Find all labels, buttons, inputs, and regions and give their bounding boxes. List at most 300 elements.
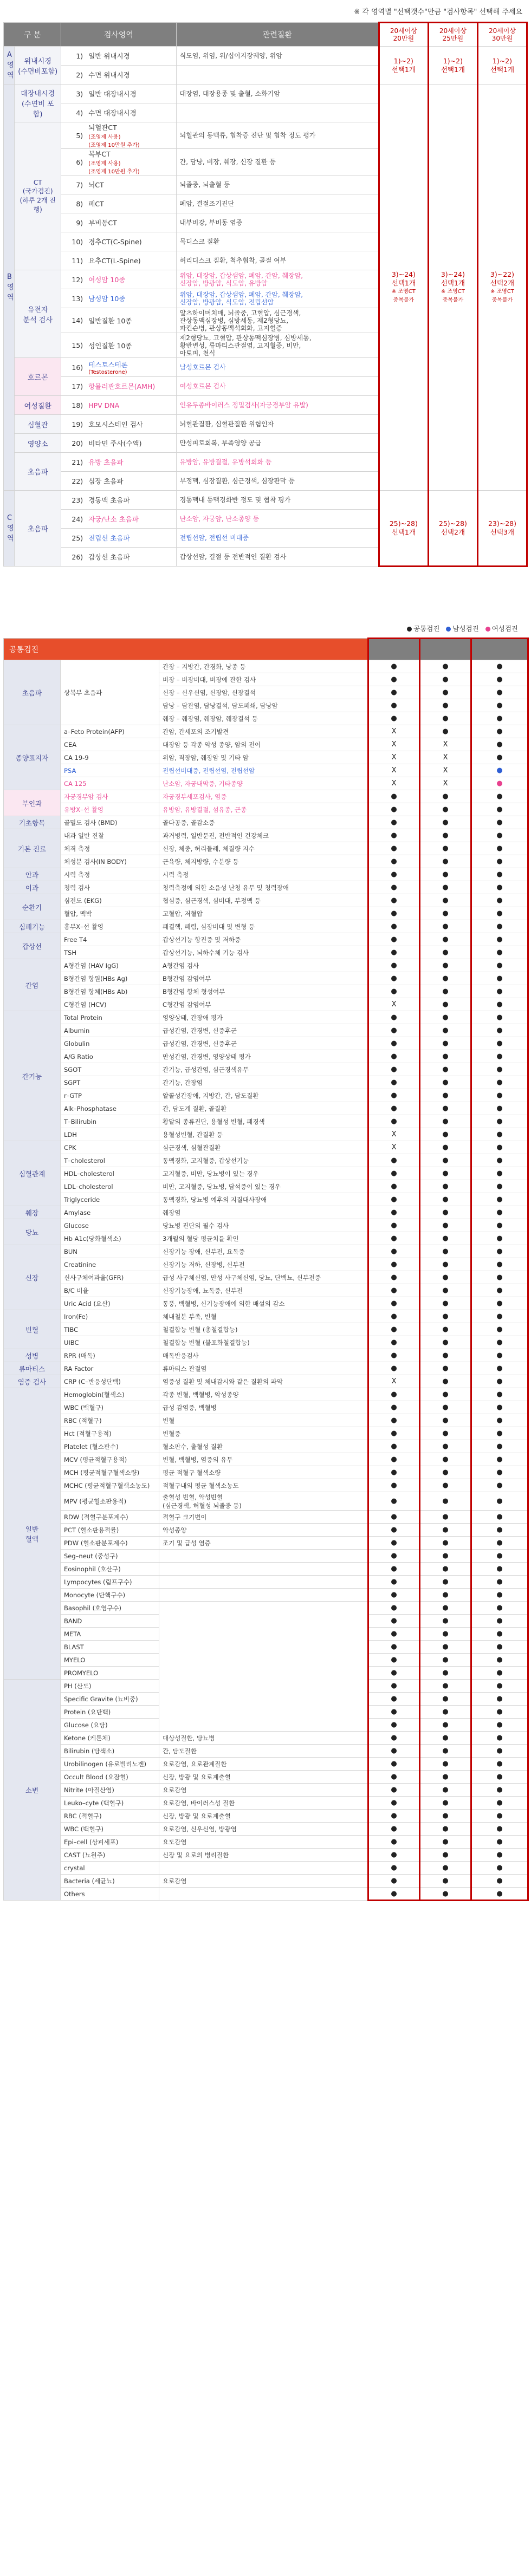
exam-number: 9) xyxy=(61,213,86,232)
plan-mark: X xyxy=(368,738,420,751)
common-desc: 류마티스 관절염 xyxy=(159,1362,368,1375)
exam-label: 성인질환 10종 xyxy=(88,341,132,350)
common-row xyxy=(4,998,528,1011)
common-desc: 요로감염 xyxy=(159,1875,368,1888)
common-item: RPR (매독) xyxy=(61,1349,159,1362)
plan-mark: ● xyxy=(368,1180,420,1193)
plan-mark: ● xyxy=(471,1719,528,1732)
plan-mark: ● xyxy=(471,1641,528,1654)
common-desc: 황달의 종류진단, 용혈성 빈혈, 폐경색 xyxy=(159,1115,368,1128)
plan-mark: ● xyxy=(420,1115,471,1128)
exam-note: (조영제 사용) (조영제 10만원 추가) xyxy=(88,161,140,175)
plan-mark: ● xyxy=(471,1888,528,1901)
header-disease: 관련질환 xyxy=(176,23,379,47)
exam-name xyxy=(85,529,176,548)
disease-desc: 부정맥, 심장질환, 심근경색, 심장판막 등 xyxy=(176,472,379,491)
plan-select xyxy=(379,84,428,491)
common-item: BLAST xyxy=(61,1641,159,1654)
plan-mark: ● xyxy=(368,1550,420,1563)
plan-mark: ● xyxy=(420,1271,471,1284)
common-item: Monocyte (단핵구수) xyxy=(61,1589,159,1602)
common-row xyxy=(4,1524,528,1537)
common-desc: 고지혈증, 비만, 당뇨병이 있는 경우 xyxy=(159,1167,368,1180)
plan-mark: ● xyxy=(420,1888,471,1901)
common-desc: 과거병력, 일반문진, 전반적인 건강체크 xyxy=(159,829,368,842)
plan-mark: ● xyxy=(471,1115,528,1128)
plan-mark: ● xyxy=(368,673,420,686)
plan-mark: ● xyxy=(471,686,528,699)
plan-mark: ● xyxy=(471,660,528,673)
common-item: Lympocytes (림프구수) xyxy=(61,1576,159,1589)
common-item: PDW (혈소판분포계수) xyxy=(61,1537,159,1550)
plan-mark: ● xyxy=(420,686,471,699)
common-row xyxy=(4,920,528,933)
plan-mark: ● xyxy=(471,738,528,751)
plan-mark: X xyxy=(368,751,420,764)
common-row xyxy=(4,1310,528,1323)
common-item: CA 19-9 xyxy=(61,751,159,764)
exam-label: 경동맥 초음파 xyxy=(88,496,130,504)
common-row xyxy=(4,1102,528,1115)
plan-mark: ● xyxy=(471,1089,528,1102)
plan-mark: ● xyxy=(471,1576,528,1589)
plan-mark: ● xyxy=(471,946,528,959)
plan-mark: ● xyxy=(420,1758,471,1771)
common-desc: 빈혈증 xyxy=(159,1427,368,1440)
disease-desc: 대장염, 대장용종 및 출혈, 소화기암 xyxy=(176,84,379,103)
plan-mark: ● xyxy=(420,1193,471,1206)
disease-desc: 남성호르몬 검사 xyxy=(176,358,379,377)
common-row xyxy=(4,1427,528,1440)
exam-number: 24) xyxy=(61,510,86,529)
common-item: CRP (C–반응성단백) xyxy=(61,1375,159,1388)
plan-mark: ● xyxy=(420,1511,471,1524)
common-desc xyxy=(159,1862,368,1875)
common-item: Total Protein xyxy=(61,1011,159,1024)
plan-mark: ● xyxy=(368,1271,420,1284)
plan-mark: ● xyxy=(368,1362,420,1375)
common-desc: 간장 – 지방간, 간경화, 낭종 등 xyxy=(159,660,368,673)
plan-mark: ● xyxy=(420,1024,471,1037)
common-category: 갑상선 xyxy=(4,933,61,959)
plan-mark: ● xyxy=(471,1128,528,1141)
plan-mark: ● xyxy=(471,1323,528,1336)
plan-mark: ● xyxy=(471,1563,528,1576)
common-desc: 용혈성빈혈, 간질환 등 xyxy=(159,1128,368,1141)
common-item: 혈압, 맥박 xyxy=(61,907,159,920)
common-item: HDL–cholesterol xyxy=(61,1167,159,1180)
plan-select xyxy=(428,47,477,84)
exam-name xyxy=(85,251,176,270)
plan-mark: ● xyxy=(471,972,528,985)
plan-select-text: 3)~24) 선택1개 xyxy=(441,270,465,287)
disease-desc: 위암, 대장암, 갑상샘암, 폐암, 간암, 췌장암, 신장암, 방광암, 식도암, 전립선암 xyxy=(176,289,379,308)
exam-name xyxy=(85,122,176,149)
common-row xyxy=(4,1323,528,1336)
plan-mark: ● xyxy=(368,1453,420,1466)
common-item: 상복부 초음파 xyxy=(61,660,159,725)
common-desc: 심근경색, 심혈관질환 xyxy=(159,1141,368,1154)
exam-label: 경추CT(C-Spine) xyxy=(88,238,142,246)
plan-mark: ● xyxy=(420,673,471,686)
common-item: Ketone (케톤체) xyxy=(61,1732,159,1745)
common-item: A/G Ratio xyxy=(61,1050,159,1063)
common-desc: 각종 빈혈, 백혈병, 악성종양 xyxy=(159,1388,368,1401)
common-item: TSH xyxy=(61,946,159,959)
legend-dot-male xyxy=(446,627,451,632)
plan-mark: ● xyxy=(368,907,420,920)
plan-mark: ● xyxy=(368,946,420,959)
category-label: 호르몬 xyxy=(15,358,61,396)
exam-name xyxy=(85,415,176,434)
common-category: 순환기 xyxy=(4,894,61,920)
plan-mark: ● xyxy=(420,1219,471,1232)
plan-mark: ● xyxy=(471,803,528,816)
exam-label: 남성암 10종 xyxy=(88,295,126,303)
plan-mark: ● xyxy=(471,1362,528,1375)
plan-mark: ● xyxy=(471,1537,528,1550)
disease-desc: 뇌졸중, 뇌출혈 등 xyxy=(176,175,379,194)
plan-mark: ● xyxy=(471,1245,528,1258)
plan-mark: ● xyxy=(471,1758,528,1771)
plan-mark: ● xyxy=(471,1076,528,1089)
common-row xyxy=(4,803,528,816)
common-desc: 매독반응검사 xyxy=(159,1349,368,1362)
exam-name xyxy=(85,149,176,175)
exam-name xyxy=(85,453,176,472)
common-row xyxy=(4,1745,528,1758)
common-item: Platelet (혈소판수) xyxy=(61,1440,159,1453)
plan-mark: ● xyxy=(471,1492,528,1511)
common-row xyxy=(4,1550,528,1563)
plan-mark: ● xyxy=(368,1388,420,1401)
plan-select-text: 23)~28) 선택3개 xyxy=(488,519,516,536)
common-row xyxy=(4,1875,528,1888)
plan-mark: ● xyxy=(420,998,471,1011)
plan-mark: ● xyxy=(420,1745,471,1758)
exam-number: 7) xyxy=(61,175,86,194)
plan-mark: ● xyxy=(368,660,420,673)
common-desc: 간암, 간세포의 조기발견 xyxy=(159,725,368,738)
common-row xyxy=(4,660,528,673)
common-category: 간염 xyxy=(4,959,61,1011)
disease-desc xyxy=(176,103,379,122)
plan-mark: ● xyxy=(471,1401,528,1414)
exam-number: 13) xyxy=(61,289,86,308)
plan-mark: ● xyxy=(368,1284,420,1297)
exam-name xyxy=(85,510,176,529)
common-desc: 적혈구 크기변이 xyxy=(159,1511,368,1524)
plan-mark: ● xyxy=(420,1836,471,1849)
exam-label: HPV DNA xyxy=(88,401,120,409)
plan-mark: ● xyxy=(420,1297,471,1310)
plan-mark: ● xyxy=(368,1349,420,1362)
exam-number: 20) xyxy=(61,434,86,453)
plan-mark: ● xyxy=(420,1550,471,1563)
exam-label: 수면 대장내시경 xyxy=(88,109,137,117)
plan-mark: ● xyxy=(420,1440,471,1453)
common-category: 종양표지자 xyxy=(4,725,61,790)
plan-mark: ● xyxy=(368,1336,420,1349)
plan-head-3 xyxy=(471,639,528,660)
plan-mark: ● xyxy=(368,1797,420,1810)
exam-label: 부비동CT xyxy=(88,219,117,227)
plan-mark: ● xyxy=(420,790,471,803)
common-item: Eosinophil (호산구) xyxy=(61,1563,159,1576)
common-desc xyxy=(159,1589,368,1602)
plan-mark: ● xyxy=(471,1050,528,1063)
exam-name xyxy=(85,66,176,84)
plan-mark: ● xyxy=(420,1589,471,1602)
common-row xyxy=(4,1219,528,1232)
common-item: Hb A1c(당화혈색소) xyxy=(61,1232,159,1245)
common-desc: 골다공증, 골감소증 xyxy=(159,816,368,829)
plan-mark: ● xyxy=(420,1479,471,1492)
common-item: 시력 측정 xyxy=(61,868,159,881)
exam-name xyxy=(85,194,176,213)
plan-mark: ● xyxy=(420,1154,471,1167)
plan-mark: ● xyxy=(368,803,420,816)
common-item: T–Bilirubin xyxy=(61,1115,159,1128)
common-desc: 간, 담도질환 xyxy=(159,1745,368,1758)
plan-mark: ● xyxy=(420,842,471,855)
plan-mark: ● xyxy=(471,1154,528,1167)
common-title: 공통검진 xyxy=(4,639,368,660)
plan-mark: ● xyxy=(471,1810,528,1823)
common-desc: 빈혈, 백혈병, 염증의 유무 xyxy=(159,1453,368,1466)
common-desc: 신장, 방광 및 요로계출혈 xyxy=(159,1810,368,1823)
common-row xyxy=(4,1849,528,1862)
common-desc: 시력 측정 xyxy=(159,868,368,881)
common-item: RBC (적혈구) xyxy=(61,1414,159,1427)
plan-mark: ● xyxy=(420,1050,471,1063)
common-row xyxy=(4,1258,528,1271)
plan-mark: ● xyxy=(368,1219,420,1232)
plan-mark: ● xyxy=(471,894,528,907)
plan-mark: ● xyxy=(368,1310,420,1323)
plan-mark: ● xyxy=(471,1628,528,1641)
plan-mark: ● xyxy=(420,1037,471,1050)
plan-mark: X xyxy=(368,764,420,777)
common-row xyxy=(4,1732,528,1745)
common-item: Epi–cell (상피세포) xyxy=(61,1836,159,1849)
common-desc: 체내철분 부족, 빈혈 xyxy=(159,1310,368,1323)
plan-mark: ● xyxy=(471,998,528,1011)
exam-number: 2) xyxy=(61,66,86,84)
common-item: Basophil (호염구수) xyxy=(61,1602,159,1615)
plan-mark: ● xyxy=(420,1771,471,1784)
common-item: 자궁경부암 검사 xyxy=(61,790,159,803)
exam-name xyxy=(85,175,176,194)
plan-mark: ● xyxy=(471,1550,528,1563)
exam-number: 3) xyxy=(61,84,86,103)
plan-25: 20세이상 25만원 xyxy=(428,23,477,47)
common-desc: 평균 적혈구 혈색소량 xyxy=(159,1466,368,1479)
plan-mark: ● xyxy=(420,1797,471,1810)
plan-mark: ● xyxy=(368,1154,420,1167)
common-row xyxy=(4,790,528,803)
plan-select-note: ※ 조영CT 중복불가 xyxy=(391,288,416,303)
common-row xyxy=(4,972,528,985)
common-category: 안과 xyxy=(4,868,61,881)
plan-mark: ● xyxy=(471,933,528,946)
plan-mark: ● xyxy=(368,1089,420,1102)
plan-mark: ● xyxy=(420,1576,471,1589)
common-row xyxy=(4,1193,528,1206)
common-desc: 대상성질환, 당뇨병 xyxy=(159,1732,368,1745)
plan-mark: ● xyxy=(420,1628,471,1641)
plan-mark: ● xyxy=(420,1336,471,1349)
plan-mark: ● xyxy=(471,1875,528,1888)
plan-mark: ● xyxy=(420,946,471,959)
plan-mark: ● xyxy=(368,1784,420,1797)
common-desc xyxy=(159,1888,368,1901)
common-row xyxy=(4,868,528,881)
plan-mark: ● xyxy=(368,1641,420,1654)
common-item: MCV (평균적혈구용적) xyxy=(61,1453,159,1466)
common-desc: 요로감염, 요로관계질환 xyxy=(159,1758,368,1771)
section-label: A 영역 xyxy=(4,47,15,84)
common-category: 일반 혈액 xyxy=(4,1388,61,1680)
plan-mark: ● xyxy=(368,1589,420,1602)
plan-mark: ● xyxy=(471,1667,528,1680)
common-desc: 대장암 등 각종 악성 종양, 암의 전이 xyxy=(159,738,368,751)
common-row xyxy=(4,1823,528,1836)
section-label: C 영역 xyxy=(4,491,15,567)
plan-mark: ● xyxy=(368,1115,420,1128)
common-item: 심전도 (EKG) xyxy=(61,894,159,907)
common-desc: 신장 및 요로의 병리질환 xyxy=(159,1849,368,1862)
plan-mark: ● xyxy=(420,1076,471,1089)
plan-mark: ● xyxy=(420,1719,471,1732)
common-item: MCHC (평균적혈구혈색소농도) xyxy=(61,1479,159,1492)
plan-select xyxy=(428,491,477,567)
plan-mark: ● xyxy=(368,1745,420,1758)
disease-desc: 알츠하이머치매, 뇌졸중, 고혈압, 심근경색, 관상동맥심장병, 심방세동, 제2형당뇨, 파킨슨병, 관상동맥석회화, 고지혈증 xyxy=(176,308,379,333)
plan-mark: ● xyxy=(368,894,420,907)
common-exam-table xyxy=(3,638,529,1901)
common-item: a–Feto Protein(AFP) xyxy=(61,725,159,738)
common-desc: 신장, 체중, 허리둘레, 체질량 지수 xyxy=(159,842,368,855)
plan-mark: ● xyxy=(368,1576,420,1589)
common-category: 이과 xyxy=(4,881,61,894)
common-desc: A형간염 검사 xyxy=(159,959,368,972)
disease-desc: 전립선암, 전립선 비대증 xyxy=(176,529,379,548)
plan-mark: ● xyxy=(420,1654,471,1667)
common-row xyxy=(4,1089,528,1102)
plan-head-2 xyxy=(420,639,471,660)
common-desc: 철결합능 빈혈 (불포화철결합능) xyxy=(159,1336,368,1349)
plan-mark: ● xyxy=(368,1440,420,1453)
category-label: 영양소 xyxy=(15,434,61,453)
plan-mark: ● xyxy=(368,1563,420,1576)
common-item: Free T4 xyxy=(61,933,159,946)
plan-mark: ● xyxy=(471,868,528,881)
common-row xyxy=(4,1167,528,1180)
plan-mark: ● xyxy=(471,1745,528,1758)
common-desc: 급성간염, 간경변, 신증후군 xyxy=(159,1024,368,1037)
common-desc xyxy=(159,1576,368,1589)
disease-desc: 폐암, 결절조기진단 xyxy=(176,194,379,213)
plan-mark: ● xyxy=(471,1024,528,1037)
common-category: 기초항목 xyxy=(4,816,61,829)
common-row xyxy=(4,1479,528,1492)
plan-mark: ● xyxy=(471,777,528,790)
exam-label: 항뮬러관호르몬(AMH) xyxy=(88,382,156,391)
common-item: PH (산도) xyxy=(61,1680,159,1693)
plan-mark: ● xyxy=(471,1037,528,1050)
disease-desc: 제2형당뇨, 고혈압, 관상동맥심장병, 심방세동, 황반변성, 류마티스관절염, 고지혈증, 비만, 아토피, 천식 xyxy=(176,333,379,358)
legend-dot-common xyxy=(407,627,412,632)
plan-mark: ● xyxy=(471,842,528,855)
plan-mark: ● xyxy=(420,1641,471,1654)
common-row xyxy=(4,959,528,972)
plan-mark: ● xyxy=(471,1511,528,1524)
common-item: Seg–neut (중성구) xyxy=(61,1550,159,1563)
common-item: B형간염 항원(HBs Ag) xyxy=(61,972,159,985)
plan-mark: ● xyxy=(471,920,528,933)
exam-label: 유방 초음파 xyxy=(88,458,124,466)
disease-desc: 만성피로회복, 부족영양 공급 xyxy=(176,434,379,453)
exam-number: 10) xyxy=(61,232,86,251)
plan-mark: ● xyxy=(471,1732,528,1745)
plan-mark: ● xyxy=(471,816,528,829)
exam-label: 호모시스테인 검사 xyxy=(88,420,143,428)
common-row xyxy=(4,1784,528,1797)
plan-mark: ● xyxy=(368,1693,420,1706)
plan-mark: ● xyxy=(368,920,420,933)
common-row xyxy=(4,1362,528,1375)
plan-mark: ● xyxy=(368,1602,420,1615)
common-row xyxy=(4,985,528,998)
plan-mark: ● xyxy=(420,1524,471,1537)
common-row xyxy=(4,1466,528,1479)
common-row xyxy=(4,1576,528,1589)
plan-select-text: 25)~28) 선택2개 xyxy=(438,519,467,536)
plan-mark: X xyxy=(368,998,420,1011)
common-row xyxy=(4,1115,528,1128)
common-row xyxy=(4,1050,528,1063)
exam-label: 전립선 초음파 xyxy=(88,534,130,542)
common-row xyxy=(4,1414,528,1427)
plan-mark: ● xyxy=(420,1180,471,1193)
common-item: Alk–Phosphatase xyxy=(61,1102,159,1115)
exam-label: 복부CT xyxy=(88,150,111,158)
plan-mark: ● xyxy=(471,751,528,764)
common-item: PROMYELO xyxy=(61,1667,159,1680)
plan-mark: ● xyxy=(420,1401,471,1414)
plan-mark: ● xyxy=(471,1693,528,1706)
plan-mark: ● xyxy=(471,855,528,868)
disease-desc: 위암, 대장암, 갑상샘암, 폐암, 간암, 췌장암, 신장암, 방광암, 식도암, 유방암 xyxy=(176,270,379,289)
plan-mark: ● xyxy=(368,1849,420,1862)
exam-label: 비타민 주사(수액) xyxy=(88,439,142,447)
plan-mark: ● xyxy=(368,1615,420,1628)
plan-30: 20세이상 30만원 xyxy=(477,23,527,47)
common-row xyxy=(4,1154,528,1167)
plan-mark: ● xyxy=(420,1349,471,1362)
plan-mark: ● xyxy=(368,1771,420,1784)
common-desc: 요도감염 xyxy=(159,1836,368,1849)
exam-name xyxy=(85,548,176,567)
common-item: Protein (요단백) xyxy=(61,1706,159,1719)
exam-name xyxy=(85,491,176,510)
exam-number: 5) xyxy=(61,122,86,149)
plan-mark: ● xyxy=(471,764,528,777)
plan-mark: ● xyxy=(368,1758,420,1771)
disease-desc: 간, 담낭, 비장, 췌장, 신장 질환 등 xyxy=(176,149,379,175)
plan-mark: ● xyxy=(368,1414,420,1427)
